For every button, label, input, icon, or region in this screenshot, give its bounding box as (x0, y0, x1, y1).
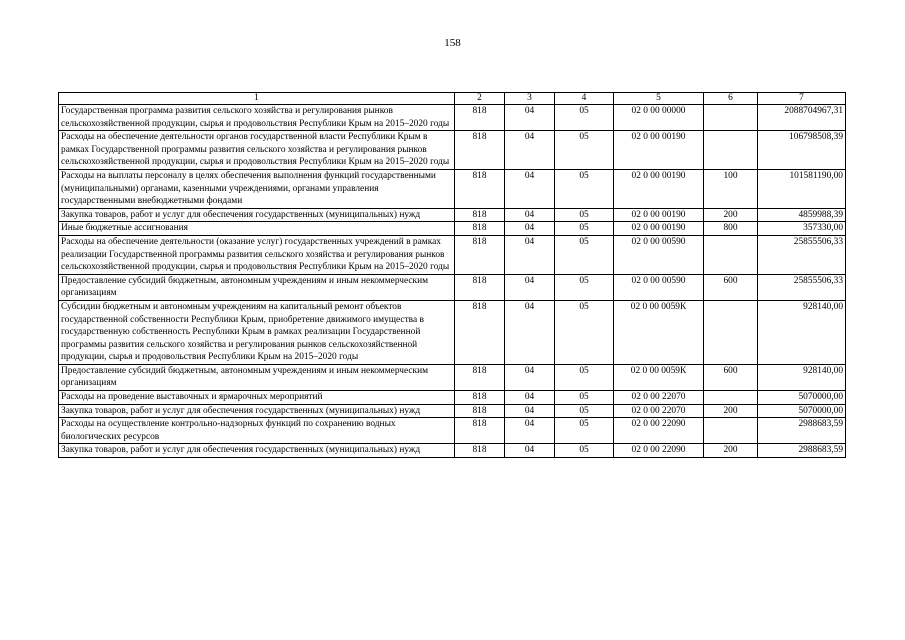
row-expense-type: 200 (704, 208, 758, 222)
row-section: 04 (505, 300, 555, 364)
table-row (59, 404, 846, 418)
row-section: 04 (505, 222, 555, 236)
row-ved: 818 (455, 300, 505, 364)
row-target-code: 02 0 00 22070 (614, 404, 704, 418)
row-description: Предоставление субсидий бюджетным, автономным учреждениям и иным некоммерческим организациям (59, 364, 455, 390)
row-section: 04 (505, 169, 555, 208)
row-description: Расходы на проведение выставочных и ярмарочных мероприятий (59, 391, 455, 405)
row-ved: 818 (455, 391, 505, 405)
row-ved: 818 (455, 235, 505, 274)
row-amount: 2988683,59 (758, 444, 846, 458)
row-section: 04 (505, 391, 555, 405)
row-section: 04 (505, 274, 555, 300)
table-row (59, 391, 846, 405)
row-description: Расходы на обеспечение деятельности органов государственной власти Республики Крым в рамках Государственной программы развития сельского хозяйства и регулирования рынков сельскохозяйственной продукции, сырья и продовольствия Республики Крым на 2015–2020 годы (59, 131, 455, 170)
table-row (59, 418, 846, 444)
row-target-code: 02 0 00 22070 (614, 391, 704, 405)
header-col-5: 5 (614, 93, 704, 105)
row-ved: 818 (455, 208, 505, 222)
row-target-code: 02 0 00 00190 (614, 222, 704, 236)
row-subsection: 05 (555, 418, 614, 444)
row-target-code: 02 0 00 22090 (614, 444, 704, 458)
table-row (59, 300, 846, 364)
table-row (59, 208, 846, 222)
row-target-code: 02 0 00 0059К (614, 364, 704, 390)
table-row (59, 169, 846, 208)
row-target-code: 02 0 00 00190 (614, 131, 704, 170)
row-expense-type: 600 (704, 364, 758, 390)
row-subsection: 05 (555, 208, 614, 222)
row-expense-type: 100 (704, 169, 758, 208)
page-number: 158 (444, 37, 461, 49)
row-amount: 5070000,00 (758, 391, 846, 405)
row-subsection: 05 (555, 235, 614, 274)
row-ved: 818 (455, 131, 505, 170)
row-amount: 25855506,33 (758, 274, 846, 300)
row-ved: 818 (455, 418, 505, 444)
row-description: Субсидии бюджетным и автономным учреждениям на капитальный ремонт объектов государственной собственности Республики Крым, приобретение движимого имущества в государственную собственность Республики Крым в рамках реализации Государственной программы развития сельского хозяйства и регулирования рынков сельскохозяйственной продукции, сырья и продовольствия Республики Крым на 2015–2020 годы (59, 300, 455, 364)
row-ved: 818 (455, 105, 505, 131)
row-description: Закупка товаров, работ и услуг для обеспечения государственных (муниципальных) нужд (59, 444, 455, 458)
row-ved: 818 (455, 274, 505, 300)
row-expense-type (704, 300, 758, 364)
row-description: Закупка товаров, работ и услуг для обеспечения государственных (муниципальных) нужд (59, 404, 455, 418)
row-ved: 818 (455, 169, 505, 208)
row-section: 04 (505, 418, 555, 444)
row-ved: 818 (455, 364, 505, 390)
row-expense-type: 200 (704, 404, 758, 418)
row-section: 04 (505, 364, 555, 390)
header-col-4: 4 (555, 93, 614, 105)
header-col-1: 1 (59, 93, 455, 105)
row-expense-type (704, 391, 758, 405)
row-target-code: 02 0 00 00000 (614, 105, 704, 131)
table-row (59, 364, 846, 390)
row-amount: 2088704967,31 (758, 105, 846, 131)
row-section: 04 (505, 444, 555, 458)
row-description: Расходы на выплаты персоналу в целях обеспечения выполнения функций государственными (муниципальными) органами, казенными учреждениями, органами управления государственными внебюджетными фондами (59, 169, 455, 208)
row-amount: 2988683,59 (758, 418, 846, 444)
row-subsection: 05 (555, 131, 614, 170)
row-section: 04 (505, 235, 555, 274)
row-expense-type (704, 105, 758, 131)
row-subsection: 05 (555, 222, 614, 236)
row-description: Расходы на осуществление контрольно-надзорных функций по сохранению водных биологических ресурсов (59, 418, 455, 444)
row-subsection: 05 (555, 300, 614, 364)
row-description: Закупка товаров, работ и услуг для обеспечения государственных (муниципальных) нужд (59, 208, 455, 222)
row-expense-type (704, 235, 758, 274)
header-col-2: 2 (455, 93, 505, 105)
table-row (59, 235, 846, 274)
row-subsection: 05 (555, 105, 614, 131)
row-description: Государственная программа развития сельского хозяйства и регулирования рынков сельскохозяйственной продукции, сырья и продовольствия Республики Крым на 2015–2020 годы (59, 105, 455, 131)
row-target-code: 02 0 00 00190 (614, 169, 704, 208)
row-amount: 5070000,00 (758, 404, 846, 418)
header-col-6: 6 (704, 93, 758, 105)
row-subsection: 05 (555, 444, 614, 458)
row-subsection: 05 (555, 274, 614, 300)
row-amount: 928140,00 (758, 300, 846, 364)
header-col-3: 3 (505, 93, 555, 105)
table-row (59, 274, 846, 300)
row-expense-type (704, 418, 758, 444)
row-amount: 357330,00 (758, 222, 846, 236)
row-description: Предоставление субсидий бюджетным, автономным учреждениям и иным некоммерческим организациям (59, 274, 455, 300)
row-expense-type: 800 (704, 222, 758, 236)
row-subsection: 05 (555, 391, 614, 405)
table-row (59, 105, 846, 131)
row-amount: 101581190,00 (758, 169, 846, 208)
row-description: Иные бюджетные ассигнования (59, 222, 455, 236)
row-expense-type: 200 (704, 444, 758, 458)
row-target-code: 02 0 00 0059К (614, 300, 704, 364)
row-subsection: 05 (555, 404, 614, 418)
row-target-code: 02 0 00 22090 (614, 418, 704, 444)
row-subsection: 05 (555, 169, 614, 208)
row-ved: 818 (455, 404, 505, 418)
row-description: Расходы на обеспечение деятельности (оказание услуг) государственных учреждений в рамках реализации Государственной программы развития сельского хозяйства и регулирования рынков сельскохозяйственной продукции, сырья и продовольствия Республики Крым на 2015–2020 годы (59, 235, 455, 274)
row-amount: 928140,00 (758, 364, 846, 390)
row-ved: 818 (455, 222, 505, 236)
row-section: 04 (505, 404, 555, 418)
row-target-code: 02 0 00 00590 (614, 274, 704, 300)
row-amount: 4859988,39 (758, 208, 846, 222)
row-section: 04 (505, 208, 555, 222)
table-row (59, 222, 846, 236)
row-target-code: 02 0 00 00190 (614, 208, 704, 222)
row-amount: 106798508,39 (758, 131, 846, 170)
table-row (59, 131, 846, 170)
row-expense-type: 600 (704, 274, 758, 300)
header-col-7: 7 (758, 93, 846, 105)
header-row (59, 93, 846, 105)
row-target-code: 02 0 00 00590 (614, 235, 704, 274)
table-row (59, 444, 846, 458)
row-subsection: 05 (555, 364, 614, 390)
row-ved: 818 (455, 444, 505, 458)
row-amount: 25855506,33 (758, 235, 846, 274)
row-expense-type (704, 131, 758, 170)
budget-table (58, 92, 846, 458)
row-section: 04 (505, 105, 555, 131)
row-section: 04 (505, 131, 555, 170)
